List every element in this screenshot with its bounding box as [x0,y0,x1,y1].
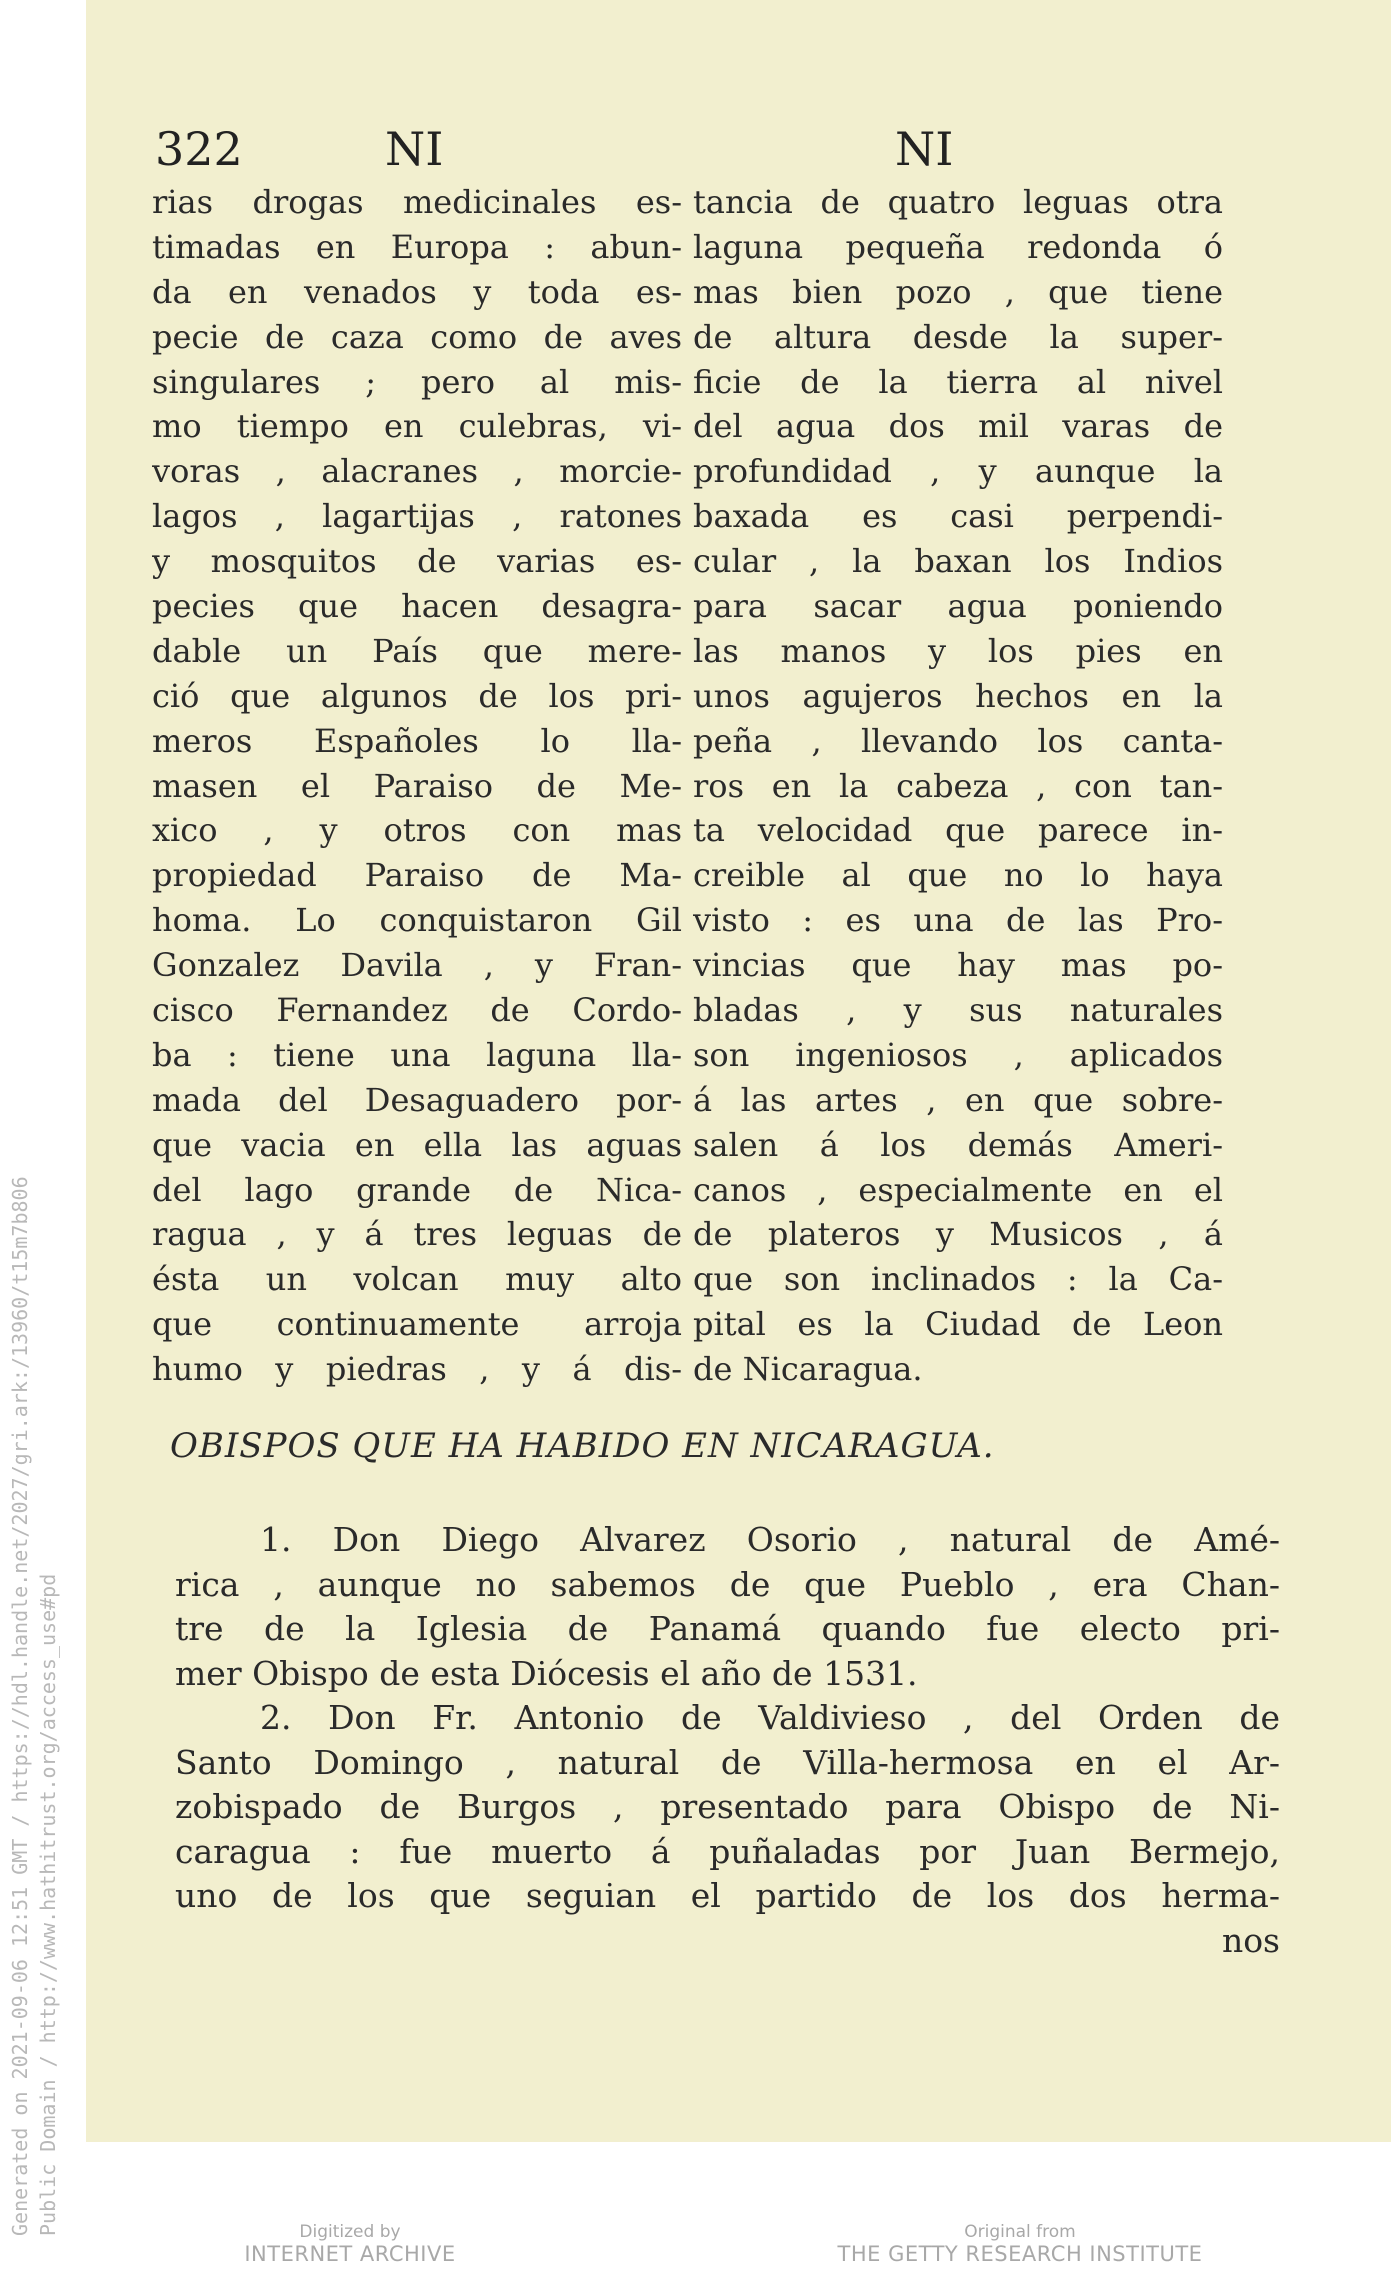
entry-line: Santo Domingo , natural de Villa-hermosa en el Ar- [175,1742,1280,1782]
text-line: de altura desde la super- [693,317,1223,356]
text-line: cular , la baxan los Indios [693,542,1223,581]
text-line: ficie de la tierra al nivel [693,362,1223,401]
text-line: pecies que hacen desagra- [152,587,682,626]
entry-line: caragua : fue muerto á puñaladas por Juan Bermejo, [175,1831,1280,1871]
text-line: tancia de quatro leguas otra [693,183,1223,221]
text-line: de Nicaragua. [693,1350,923,1389]
text-line: pecie de caza como de aves [152,317,682,356]
text-line: meros Españoles lo lla- [152,721,682,760]
text-line: baxada es casi perpendi- [693,497,1223,536]
left-text-column [152,180,682,1392]
section-title: OBISPOS QUE HA HABIDO EN NICARAGUA. [170,1426,995,1466]
text-line: laguna pequeña redonda ó [693,227,1223,266]
text-line: masen el Paraiso de Me- [152,766,682,805]
text-line: profundidad , y aunque la [693,452,1223,491]
bishops-list [175,1518,1280,1963]
running-head-left: NI [385,122,444,176]
text-line: dable un País que mere- [152,631,682,670]
catchword: nos [1221,1920,1280,1960]
text-line: que vacia en ella las aguas [152,1125,682,1164]
text-line: ros en la cabeza , con tan- [693,766,1223,805]
text-line: ésta un volcan muy alto [152,1260,682,1299]
text-line: Gonzalez Davila , y Fran- [152,946,682,985]
text-line: homa. Lo conquistaron Gil [152,901,682,940]
text-line: ba : tiene una laguna lla- [152,1035,682,1074]
entry-line: rica , aunque no sabemos de que Pueblo , era Chan- [175,1564,1280,1604]
text-line: de plateros y Musicos , á [693,1215,1223,1254]
text-line: y mosquitos de varias es- [152,542,682,581]
text-line: ta velocidad que parece in- [693,811,1223,850]
text-line: mo tiempo en culebras, vi- [152,407,682,446]
access-watermark: Generated on 2021-09-06 12:51 GMT / https://hdl.handle.net/2027/gri.ark:/13960/t15m7b806 Public Domain / http://www.hathitrust.org/access_use#pd [8,1176,60,2236]
text-line: mas bien pozo , que tiene [693,272,1223,311]
text-line: á las artes , en que sobre- [693,1080,1223,1119]
digitized-by-label: Digitized by [299,2222,401,2242]
text-line: pital es la Ciudad de Leon [693,1305,1223,1344]
text-line: singulares ; pero al mis- [152,362,682,401]
text-line: xico , y otros con mas [152,811,682,850]
text-line: las manos y los pies en [693,631,1223,670]
running-head-right: NI [895,122,954,176]
text-line: ragua , y á tres leguas de [152,1215,682,1254]
text-line: peña , llevando los canta- [693,721,1223,760]
text-line: mada del Desaguadero por- [152,1080,682,1119]
text-line: canos , especialmente en el [693,1170,1223,1209]
page-number: 322 [155,122,243,176]
text-line: lagos , lagartijas , ratones [152,497,682,536]
text-line: propiedad Paraiso de Ma- [152,856,682,895]
text-line: creible al que no lo haya [693,856,1223,895]
original-from-label: Original from [964,2222,1076,2242]
text-line: salen á los demás Ameri- [693,1125,1223,1164]
text-line: da en venados y toda es- [152,272,682,311]
text-line: voras , alacranes , morcie- [152,452,682,491]
right-text-column [693,180,1223,1392]
text-line: que continuamente arroja [152,1305,682,1344]
entry-line: zobispado de Burgos , presentado para Obispo de Ni- [175,1787,1280,1826]
text-line: timadas en Europa : abun- [152,227,682,266]
text-line: son ingeniosos , aplicados [693,1035,1223,1074]
text-line: vincias que hay mas po- [693,946,1223,985]
entry-line: tre de la Iglesia de Panamá quando fue electo pri- [175,1609,1280,1648]
source-name: THE GETTY RESEARCH INSTITUTE [837,2242,1203,2266]
text-line: del agua dos mil varas de [693,407,1223,446]
entry-line: 2. Don Fr. Antonio de Valdivieso , del Orden de [260,1698,1280,1737]
text-line: unos agujeros hechos en la [693,676,1223,715]
entry-line: mer Obispo de esta Diócesis el año de 1531. [175,1653,918,1693]
text-line: visto : es una de las Pro- [693,901,1223,940]
text-line: rias drogas medicinales es- [152,183,682,221]
entry-line: uno de los que seguian el partido de los dos herma- [175,1876,1280,1915]
text-line: bladas , y sus naturales [693,991,1223,1030]
text-line: para sacar agua poniendo [693,587,1223,626]
digitizer-name: INTERNET ARCHIVE [244,2242,456,2266]
source-credit [810,2222,1230,2266]
text-line: que son inclinados : la Ca- [693,1260,1223,1299]
text-line: humo y piedras , y á dis- [152,1350,682,1389]
digitizer-credit [200,2222,500,2266]
text-line: cisco Fernandez de Cordo- [152,991,682,1030]
text-line: del lago grande de Nica- [152,1170,682,1209]
entry-line: 1. Don Diego Alvarez Osorio , natural de Amé- [260,1520,1280,1559]
text-line: ció que algunos de los pri- [152,676,682,715]
